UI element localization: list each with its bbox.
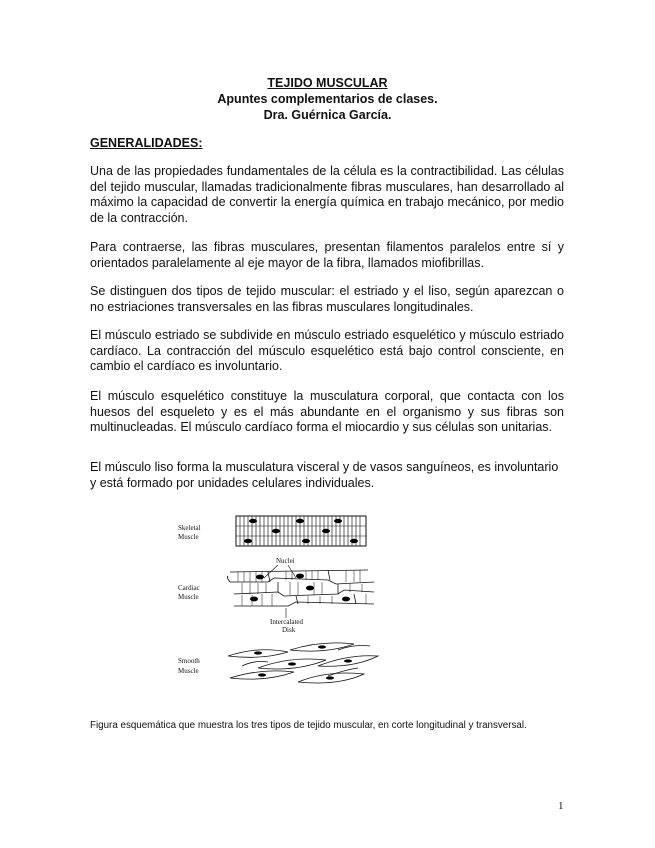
paragraph-6: El músculo liso forma la musculatura visceral y de vasos sanguíneos, es involuntario y está formado por unidades celulares individuales. bbox=[90, 460, 559, 490]
skeletal-muscle-drawing bbox=[236, 516, 366, 546]
paragraph-4: El músculo estriado se subdivide en músculo estriado esquelético y músculo estriado cardíaco. La contracción del músculo esquelético está bajo control consciente, en cambio el cardíaco es involuntario. bbox=[90, 328, 564, 373]
paragraph-2: Para contraerse, las fibras musculares, presentan filamentos paralelos entre sí y orientados paralelamente al eje mayor de la fibra, llamados miofibrillas. bbox=[90, 240, 564, 270]
paragraph-5: El músculo esquelético constituye la musculatura corporal, que contacta con los huesos del esqueleto y es el más abundante en el organismo y sus fibras son multinucleadas. El músculo cardíaco forma el miocardio y sus células son unitarias. bbox=[90, 389, 564, 434]
document-title: TEJIDO MUSCULAR bbox=[267, 76, 388, 90]
label-nuclei: Nuclei bbox=[276, 557, 295, 565]
page-number: 1 bbox=[558, 800, 564, 812]
label-smooth-2: Muscle bbox=[178, 667, 199, 675]
figure-caption: Figura esquemática que muestra los tres tipos de tejido muscular, en corte longitudinal y transversal. bbox=[90, 720, 527, 731]
smooth-nuclei bbox=[254, 645, 352, 679]
label-skeletal-2: Muscle bbox=[178, 533, 199, 541]
document-author: Dra. Guérnica García. bbox=[263, 108, 392, 122]
label-cardiac-1: Cardiac bbox=[178, 584, 200, 592]
paragraph-1: Una de las propiedades fundamentales de la célula es la contractibilidad. Las células del tejido muscular, llamadas tradicionalmente fibras musculares, han desarrollado al máximo la capacidad de convertir la energía química en trabajo mecánico, por medio de la contracción. bbox=[90, 164, 564, 225]
section-title: GENERALIDADES: bbox=[90, 136, 203, 150]
label-skeletal-1: Skeletal bbox=[178, 524, 201, 532]
paragraph-3: Se distinguen dos tipos de tejido muscular: el estriado y el liso, según aparezcan o no estriaciones transversales en las fibras musculares longitudinales. bbox=[90, 284, 564, 314]
label-smooth-1: Smooth bbox=[178, 657, 200, 665]
label-cardiac-2: Muscle bbox=[178, 593, 199, 601]
cardiac-nuclei bbox=[250, 574, 350, 602]
label-intercalated-2: Disk bbox=[282, 626, 296, 634]
document-header bbox=[0, 75, 655, 123]
smooth-muscle-drawing bbox=[228, 643, 378, 683]
muscle-tissue-figure bbox=[178, 510, 388, 696]
document-subtitle: Apuntes complementarios de clases. bbox=[217, 92, 438, 106]
label-intercalated-1: Intercalated bbox=[270, 618, 304, 626]
